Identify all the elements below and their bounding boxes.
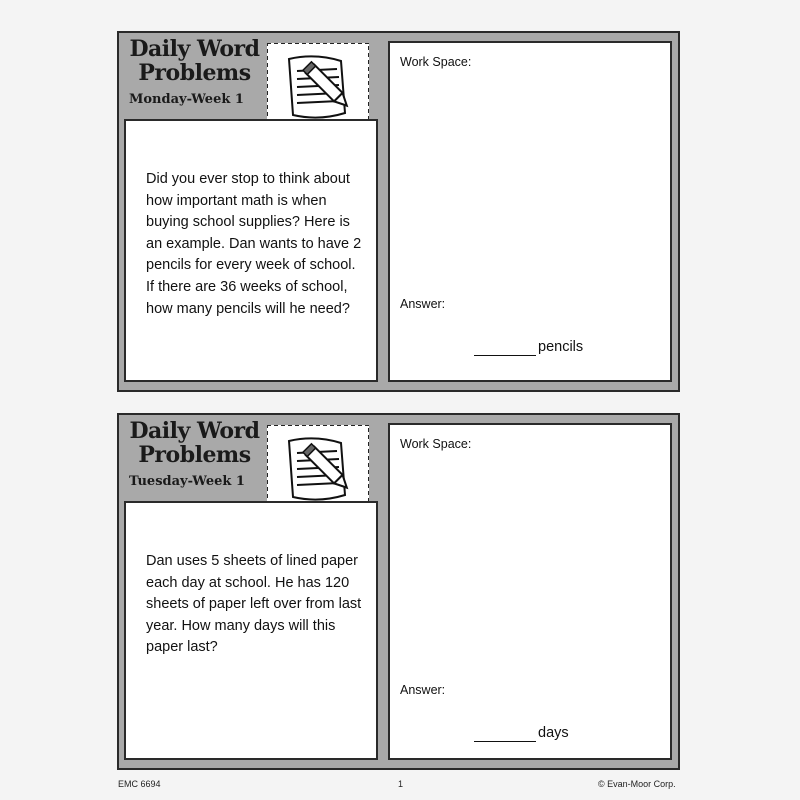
answer-unit: pencils <box>538 339 584 355</box>
answer-label: Answer: <box>400 683 446 697</box>
day-label: Tuesday-Week 1 <box>129 474 245 489</box>
problem-text: Did you ever stop to think about how important math is when buying school supplies? Here is an example. Dan wants to have 2 pencils for every week of school. If there are 36 weeks of school, how many pencils will he need? <box>146 171 362 317</box>
problem-card-tuesday <box>117 413 680 770</box>
problem-box <box>124 501 378 760</box>
answer-blank[interactable] <box>474 741 536 742</box>
footer-copyright: © Evan-Moor Corp. <box>598 779 676 789</box>
title-line1: Daily Word <box>129 36 260 62</box>
work-space-box[interactable] <box>388 423 672 760</box>
title-line2: Problems <box>138 442 251 468</box>
day-label: Monday-Week 1 <box>129 92 244 107</box>
work-space-label: Work Space: <box>400 437 472 451</box>
answer-unit: days <box>538 725 569 741</box>
problem-card-monday <box>117 31 680 392</box>
answer-label: Answer: <box>400 297 446 311</box>
card-title <box>127 37 262 109</box>
card-title <box>127 419 262 491</box>
work-space-label: Work Space: <box>400 55 472 69</box>
answer-blank[interactable] <box>474 355 536 356</box>
footer-catalog-number: EMC 6694 <box>118 779 161 789</box>
title-line2: Problems <box>138 60 251 86</box>
footer-page-number: 1 <box>398 779 404 789</box>
work-space-box[interactable] <box>388 41 672 382</box>
problem-box <box>124 119 378 382</box>
title-line1: Daily Word <box>129 418 260 444</box>
problem-text: Dan uses 5 sheets of lined paper each day at school. He has 120 sheets of paper left over from last year. How many days will this paper last? <box>146 553 362 656</box>
